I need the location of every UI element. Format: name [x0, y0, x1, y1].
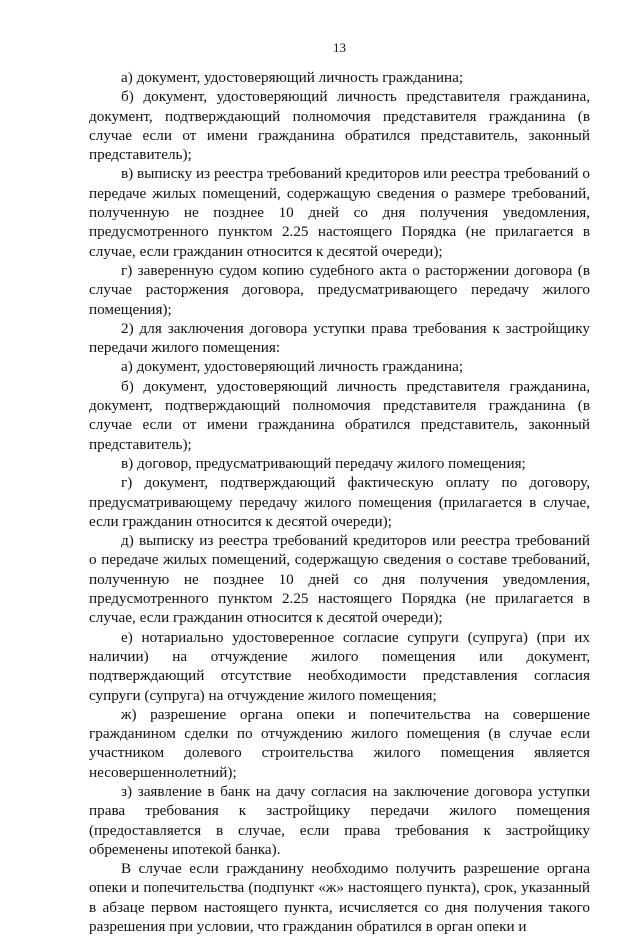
paragraph-2z-bank-consent-application: з) заявление в банк на дачу согласия на заключение договора уступки права требования к застройщику передачи жилого помещения (предоставляется в случае, если права требования к застройщику обременены ипотекой банка). [89, 782, 590, 858]
paragraph-1v-registry-extract: в) выписку из реестра требований кредиторов или реестра требований о передаче жилых помещений, содержащую сведения о размере требований, полученную не позднее 10 дней со дня получения уведомления, предусмотренного пунктом 2.25 настоящего Порядка (не прилагается в случае, если гражданин относится к десятой очереди); [89, 165, 590, 260]
document-body [89, 68, 590, 936]
paragraph-2-assignment-agreement: 2) для заключения договора уступки права требования к застройщику передачи жилого помещения: [89, 319, 590, 357]
paragraph-1b-representative-document: б) документ, удостоверяющий личность представителя гражданина, документ, подтверждающий полномочия представителя гражданина (в случае если от имени гражданина обратился представитель, законный представитель); [89, 88, 590, 164]
page-number: 13 [333, 40, 346, 55]
paragraph-2zh-guardianship-permission: ж) разрешение органа опеки и попечительства на совершение гражданином сделки по отчуждению жилого помещения (в случае если участником долевого строительства жилого помещения является несовершеннолетний); [89, 705, 590, 781]
paragraph-2a-identity-document: а) документ, удостоверяющий личность гражданина; [121, 358, 464, 376]
paragraph-2g-payment-proof: г) документ, подтверждающий фактическую оплату по договору, предусматривающему передачу жилого помещения (прилагается в случае, если гражданин относится к десятой очереди); [89, 474, 590, 530]
paragraph-2d-registry-extract: д) выписку из реестра требований кредиторов или реестра требований о передаче жилых помещений, содержащую сведения о составе требований, полученную не позднее 10 дней со дня получения уведомления, предусмотренного пунктом 2.25 настоящего Порядка (не прилагается в случае, если гражданин относится к десятой очереди); [89, 532, 590, 627]
paragraph-1a-identity-document: а) документ, удостоверяющий личность гражданина; [121, 69, 464, 86]
paragraph-guardianship-deadline: В случае если гражданину необходимо получить разрешение органа опеки и попечительства (подпункт «ж» настоящего пункта), срок, указанный в абзаце первом настоящего пункта, исчисляется со дня получения такого разрешения при условии, что гражданин обратился в орган опеки и [89, 860, 590, 936]
paragraph-1g-court-act-copy: г) заверенную судом копию судебного акта о расторжении договора (в случае расторжения договора, предусматривающего передачу жилого помещения); [89, 261, 590, 318]
paragraph-2e-spouse-consent: е) нотариально удостоверенное согласие супруги (супруга) (при их наличии) на отчуждение жилого помещения или документ, подтверждающий отсутствие необходимости представления согласия супруги (супруга) на отчуждение жилого помещения; [89, 628, 590, 704]
paragraph-2v-housing-contract: в) договор, предусматривающий передачу жилого помещения; [121, 454, 526, 472]
paragraph-2b-representative-document: б) документ, удостоверяющий личность представителя гражданина, документ, подтверждающий полномочия представителя гражданина (в случае если от имени гражданина обратился представитель, законный представитель); [89, 377, 590, 453]
